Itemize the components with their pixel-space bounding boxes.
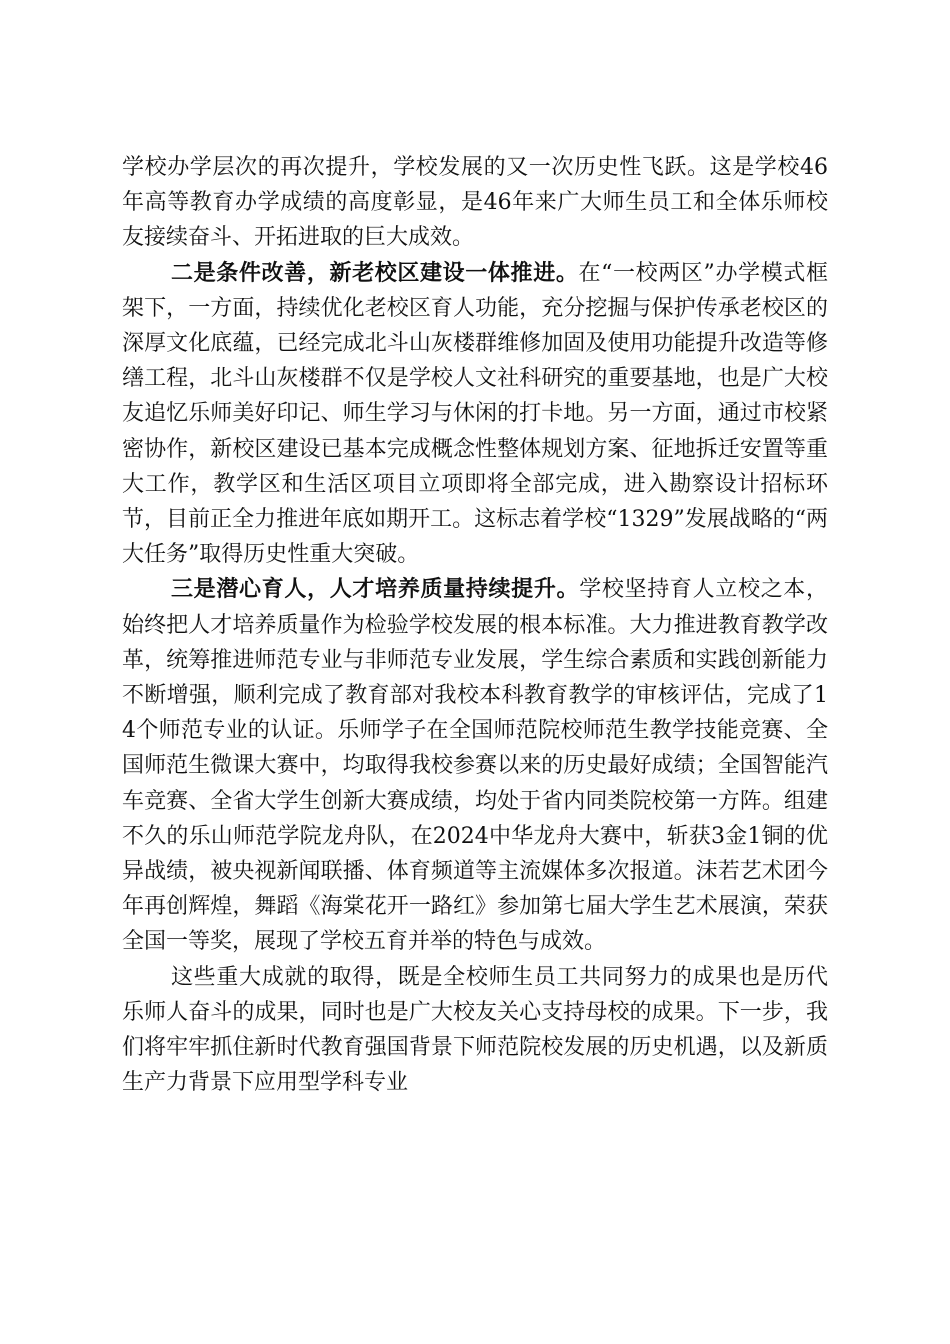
paragraph-text: 学校办学层次的再次提升，学校发展的又一次历史性飞跃。这是学校46年高等教育办学成绩的高度彰显，是46年来广大师生员工和全体乐师校友接续奋斗、开拓进取的巨大成效。 bbox=[122, 155, 828, 251]
paragraph-education bbox=[122, 572, 828, 959]
paragraph-achievements bbox=[122, 960, 828, 1101]
paragraph-text: 在“一校两区”办学模式框架下，一方面，持续优化老校区育人功能，充分挖掘与保护传承老校区的深厚文化底蕴，已经完成北斗山灰楼群维修加固及使用功能提升改造等修缮工程，北斗山灰楼群不仅是学校人文社科研究的重要基地，也是广大校友追忆乐师美好印记、师生学习与休闲的打卡地。另一方面，通过市校紧密协作，新校区建设已基本完成概念性整体规划方案、征地拆迁安置等重大工作，教学区和生活区项目立项即将全部完成，进入勘察设计招标环节，目前正全力推进年底如期开工。这标志着学校“1329”发展战略的“两大任务”取得历史性重大突破。 bbox=[122, 260, 828, 568]
paragraph-continuation bbox=[122, 150, 828, 256]
document-page bbox=[122, 150, 828, 1100]
paragraph-text: 学校坚持育人立校之本，始终把人才培养质量作为检验学校发展的根本标准。大力推进教育教学改革，统筹推进师范专业与非师范专业发展，学生综合素质和实践创新能力不断增强，顺利完成了教育部对我校本科教育教学的审核评估，完成了14个师范专业的认证。乐师学子在全国师范院校师范生教学技能竞赛、全国师范生微课大赛中，均取得我校参赛以来的历史最好成绩；全国智能汽车竞赛、全省大学生创新大赛成绩，均处于省内同类院校第一方阵。组建不久的乐山师范学院龙舟队，在2024中华龙舟大赛中，斩获3金1铜的优异战绩，被央视新闻联播、体育频道等主流媒体多次报道。沫若艺术团今年再创辉煌，舞蹈《海棠花开一路红》参加第七届大学生艺术展演，荣获全国一等奖，展现了学校五育并举的特色与成效。 bbox=[122, 577, 828, 955]
paragraph-text: 这些重大成就的取得，既是全校师生员工共同努力的成果也是历代乐师人奋斗的成果，同时也是广大校友关心支持母校的成果。下一步，我们将牢牢抓住新时代教育强国背景下师范院校发展的历史机遇，以及新质生产力背景下应用型学科专业 bbox=[122, 964, 828, 1096]
paragraph-heading: 三是潜心育人，人才培养质量持续提升。 bbox=[171, 576, 580, 603]
paragraph-heading: 二是条件改善，新老校区建设一体推进。 bbox=[171, 259, 579, 286]
paragraph-conditions bbox=[122, 256, 828, 573]
